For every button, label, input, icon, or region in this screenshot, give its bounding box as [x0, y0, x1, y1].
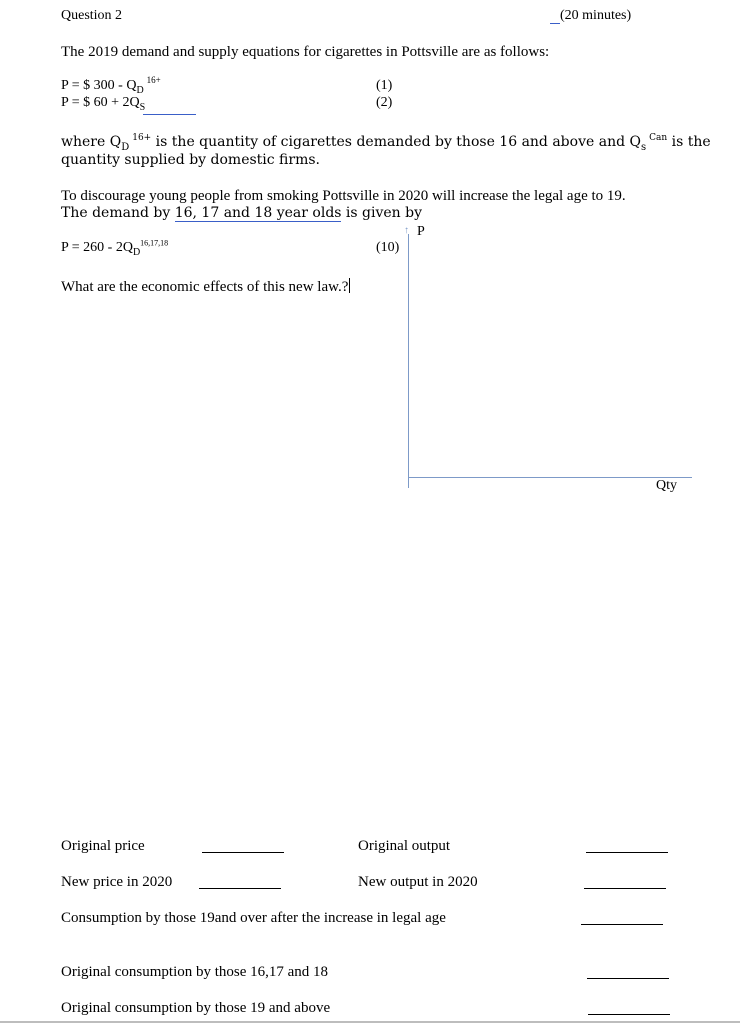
y-axis-arrow-icon: ↑	[404, 225, 409, 236]
new-price-blank[interactable]	[199, 888, 281, 889]
discourage-age-link: 16, 17 and 18 year olds	[174, 205, 342, 221]
time-text: (20 minutes)	[560, 8, 632, 23]
consumption-19-blank[interactable]	[581, 924, 663, 925]
equation-1-number: (1)	[376, 78, 393, 93]
original-output-blank[interactable]	[586, 852, 668, 853]
discourage-line1: To discourage young people from smoking Pottsville in 2020 will increase the legal age to 19.	[61, 188, 626, 204]
where-text-sub2: s	[640, 141, 647, 153]
original-price-label: Original price	[61, 838, 145, 854]
graph-x-label: Qty	[656, 478, 677, 493]
equation-1-sup: 16+	[146, 75, 161, 86]
discourage-line2-post: is given by	[341, 205, 423, 221]
orig-consumption-19-label: Original consumption by those 19 and above	[61, 1000, 331, 1016]
equation-3-lhs: P = 260 - 2Q	[61, 240, 133, 255]
original-output-label: Original output	[358, 838, 451, 854]
graph-y-label: P	[417, 224, 425, 239]
where-text-sup1: 16+	[132, 133, 152, 144]
equation-2-number: (2)	[376, 95, 393, 110]
orig-consumption-19-blank[interactable]	[588, 1014, 670, 1015]
consumption-19-label: Consumption by those 19and over after the increase in legal age	[61, 910, 446, 926]
where-text-sub1: D	[121, 141, 130, 153]
equation-1-lhs: P = $ 300 - Q	[61, 78, 137, 93]
intro-text: The 2019 demand and supply equations for cigarettes in Pottsville are as follows:	[61, 44, 550, 60]
where-text-line1	[61, 133, 711, 153]
discourage-line2-pre: The demand by	[61, 205, 175, 221]
time-underline	[550, 9, 560, 24]
orig-consumption-161718-label: Original consumption by those 16,17 and 18	[61, 964, 329, 980]
where-text-part2: is the quantity of cigarettes demanded by those 16 and above and Q	[151, 134, 641, 150]
original-price-blank[interactable]	[202, 852, 284, 853]
where-text-part3: is the	[667, 134, 711, 150]
equation-2	[61, 95, 145, 111]
equation-3-sup: 16,17,18	[140, 238, 169, 248]
page-bottom-border	[0, 1021, 740, 1023]
new-price-label: New price in 2020	[61, 874, 173, 890]
text-cursor	[349, 278, 350, 293]
equation-2-underline	[143, 114, 196, 115]
equation-3-number: (10)	[376, 240, 400, 255]
new-output-blank[interactable]	[584, 888, 666, 889]
orig-consumption-161718-blank[interactable]	[587, 978, 669, 979]
where-text-line2: quantity supplied by domestic firms.	[61, 152, 320, 168]
new-output-label: New output in 2020	[358, 874, 478, 890]
graph-x-axis	[408, 477, 692, 478]
equation-1-sub: D	[136, 84, 144, 96]
time-label	[550, 8, 631, 24]
equation-2-lhs: P = $ 60 + 2Q	[61, 95, 140, 110]
equation-3-sub: D	[132, 246, 141, 258]
graph-y-axis	[408, 234, 409, 488]
discourage-line2	[61, 205, 422, 221]
equation-3	[61, 240, 168, 256]
question-text	[61, 278, 350, 296]
equation-1	[61, 75, 161, 96]
where-text-part1: where Q	[61, 134, 122, 150]
equation-2-sub: S	[139, 101, 146, 113]
question-label: Question 2	[61, 8, 123, 23]
question-label-text: What are the economic effects of this new law.?	[61, 279, 349, 295]
where-text-sup2: Can	[649, 133, 668, 144]
